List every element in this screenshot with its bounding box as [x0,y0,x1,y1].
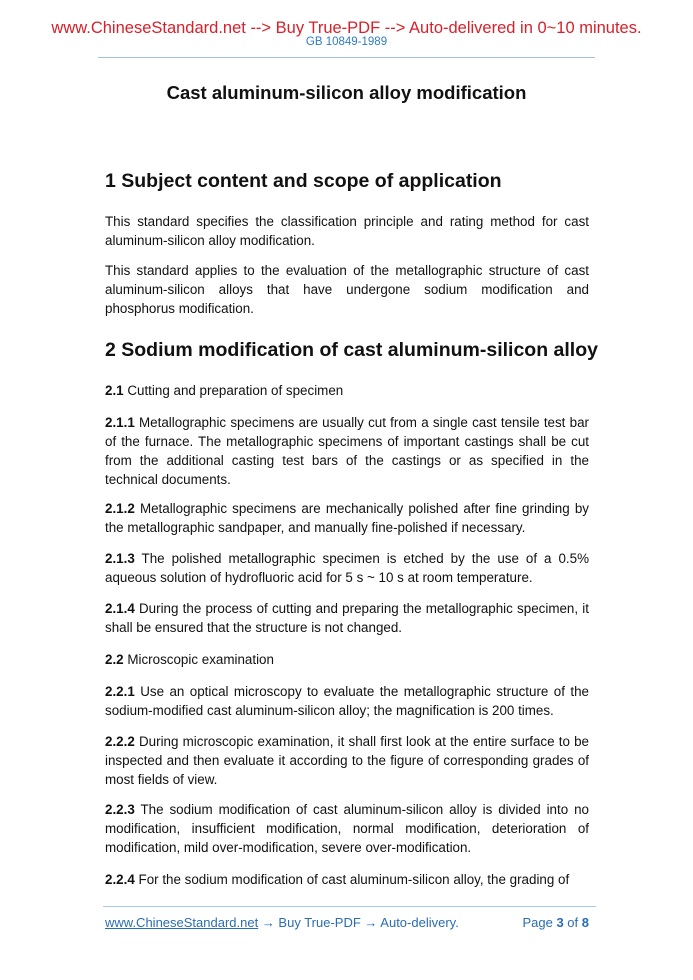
page-of: of [563,915,582,930]
clause-number: 2.1 [105,383,124,398]
clause [105,499,589,537]
clause-number: 2.2 [105,652,124,667]
clause [105,682,589,720]
clause [105,650,589,669]
clause [105,870,589,889]
clause-text: The polished metallographic specimen is etched by the use of a 0.5% aqueous solution of hydrofluoric acid for 5 s ~ 10 s at room temperature. [105,551,589,585]
page-label: Page [522,915,557,930]
clause-text: For the sodium modification of cast aluminum-silicon alloy, the grading of [134,872,570,887]
clause-text: During the process of cutting and preparing the metallographic specimen, it shall be ensured that the structure is not changed. [105,601,589,635]
clause [105,549,589,587]
paragraph: This standard applies to the evaluation of the metallographic structure of cast aluminum-silicon alloys that have undergone sodium modification and phosphorus modification. [105,263,589,316]
section-2-heading: 2 Sodium modification of cast aluminum-silicon alloy [105,339,598,361]
clause [105,413,589,489]
footer-promo [105,915,459,931]
clause-text: Cutting and preparation of specimen [123,383,344,398]
clause-number: 2.1.2 [105,501,135,516]
clause-text: Use an optical microscopy to evaluate the metallographic structure of the sodium-modified cast aluminum-silicon alloy; the magnification is 200 times. [105,684,589,718]
clause-text: The sodium modification of cast aluminum-silicon alloy is divided into no modification, insufficient modification, normal modification, deterioration of modification, mild over-modification, severe over-modification. [105,802,589,855]
clause [105,599,589,637]
clause-text: During microscopic examination, it shall first look at the entire surface to be inspected and then evaluate it according to the figure of corresponding grades of most fields of view. [105,734,589,787]
standard-number: GB 10849-1989 [305,36,388,48]
clause-number: 2.1.3 [105,551,135,566]
clause-text: Metallographic specimens are mechanically polished after fine grinding by the metallographic sandpaper, and manually fine-polished if necessary. [105,501,589,535]
page-current: 3 [556,915,564,930]
page-footer [105,915,589,931]
clause-number: 2.1.1 [105,415,135,430]
header-divider [98,57,595,58]
clause [105,800,589,857]
footer-divider [103,906,596,907]
clause-number: 2.2.4 [105,872,135,887]
clause-text: Microscopic examination [123,652,274,667]
paragraph: This standard specifies the classification principle and rating method for cast aluminum-silicon alloy modification. [105,214,589,248]
clause-text: Metallographic specimens are usually cut from a single cast tensile test bar of the furnace. The metallographic specimens of important castings shall be cut from the additional casting test bars of the castings or as specified in the technical documents. [105,415,589,487]
clause-number: 2.2.2 [105,734,135,749]
clause-number: 2.2.3 [105,802,135,817]
document-title: Cast aluminum-silicon alloy modification [166,82,527,103]
clause-number: 2.1.4 [105,601,135,616]
section-1-heading: 1 Subject content and scope of application [105,170,502,192]
footer-promo-text: → Buy True-PDF → Auto-delivery. [258,915,459,930]
clause [105,732,589,789]
footer-link[interactable]: www.ChineseStandard.net [105,915,259,930]
promo-banner[interactable]: www.ChineseStandard.net --> Buy True-PDF --> Auto-delivered in 0~10 minutes. [51,19,642,37]
page-total: 8 [581,915,589,930]
clause-number: 2.2.1 [105,684,135,699]
page-indicator [522,915,589,931]
clause [105,381,589,400]
